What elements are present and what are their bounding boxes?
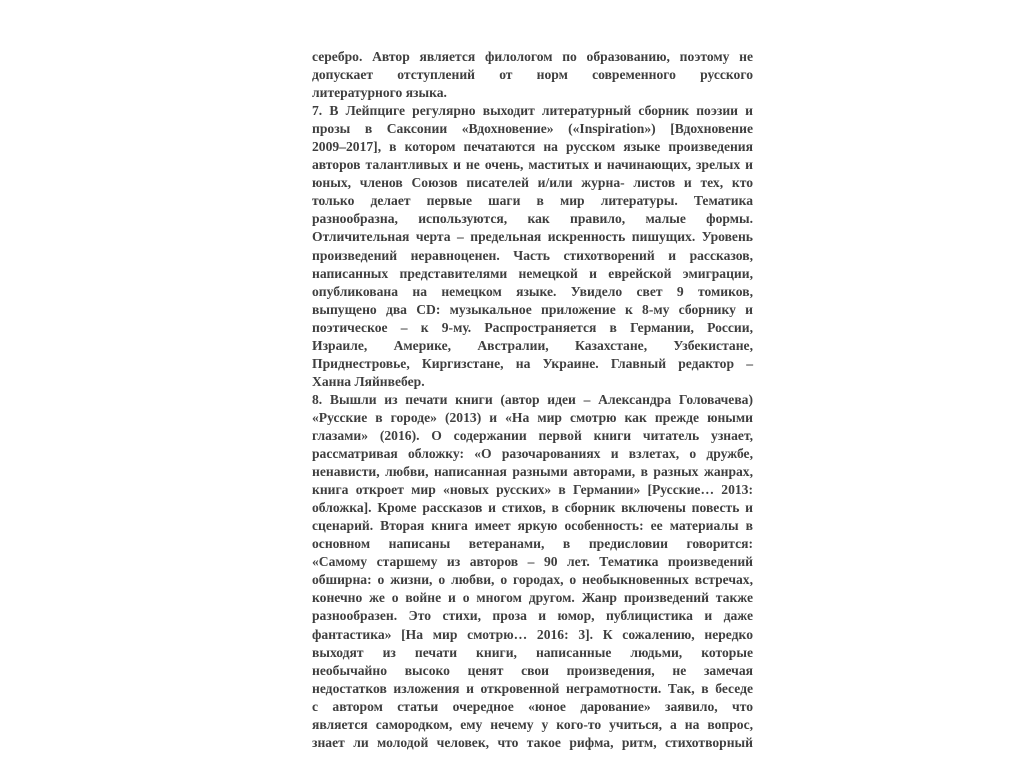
- text-line: 7. В Лейпциге регулярно выходит литературный сборник поэзии и: [312, 103, 753, 119]
- text-line: допускает отступлений от норм современного русского: [312, 67, 753, 83]
- text-line: прозы в Саксонии «Вдохновение» («Inspiration») [Вдохновение: [312, 121, 753, 137]
- text-line: сценарий. Вторая книга имеет яркую особенность: ее материалы в: [312, 518, 753, 534]
- text-line: опубликована на немецком языке. Увидело свет 9 томиков,: [312, 283, 753, 299]
- document-page: [312, 48, 753, 750]
- text-line: обложка]. Кроме рассказов и стихов, в сборник включены повесть и: [312, 500, 753, 516]
- text-line: Отличительная черта – предельная искренность пишущих. Уровень: [312, 229, 753, 245]
- text-line: написанных представителями немецкой и еврейской эмиграции,: [312, 265, 753, 281]
- text-line: разнообразен. Это стихи, проза и юмор, публицистика и даже: [312, 608, 753, 624]
- text-line: недостатков изложения и откровенной неграмотности. Так, в беседе: [312, 680, 753, 696]
- text-line: книга откроет мир «новых русских» в Германии» [Русские… 2013:: [312, 482, 753, 498]
- text-line: только делает первые шаги в мир литературы. Тематика: [312, 193, 753, 209]
- text-line: поэтическое – к 9-му. Распространяется в Германии, России,: [312, 319, 753, 335]
- text-line: обширна: о жизни, о любви, о городах, о необыкновенных встречах,: [312, 572, 753, 588]
- text-line: Ханна Ляйнвебер.: [312, 373, 425, 389]
- text-line: конечно же о войне и о многом другом. Жанр произведений также: [312, 590, 753, 606]
- text-line: выпущено два CD: музыкальное приложение к 8-му сборнику и: [312, 301, 753, 317]
- text-line: основном написаны ветеранами, в предисловии говорится:: [312, 536, 753, 552]
- text-line: 8. Вышли из печати книги (автор идеи – Александра Головачева): [312, 391, 753, 407]
- text-line: необычайно высоко ценят свои произведения, не замечая: [312, 662, 753, 678]
- document-text: [312, 48, 753, 752]
- text-line: фантастика» [На мир смотрю… 2016: 3]. К сожалению, нередко: [312, 626, 753, 642]
- text-line: 2009–2017], в котором печатаются на русском языке произведения: [312, 139, 753, 155]
- text-line: выходят из печати книги, написанные людьми, которые: [312, 644, 753, 660]
- text-line: Израиле, Америке, Австралии, Казахстане, Узбекистане,: [312, 337, 753, 353]
- text-line: «Русские в городе» (2013) и «На мир смотрю как прежде юными: [312, 409, 753, 425]
- text-line: знает ли молодой человек, что такое рифма, ритм, стихотворный: [312, 734, 753, 750]
- text-line: юных, членов Союзов писателей и/или журна- листов и тех, кто: [312, 175, 753, 191]
- text-line: серебро. Автор является филологом по образованию, поэтому не: [312, 49, 753, 64]
- text-line: ненависти, любви, написанная разными авторами, в разных жанрах,: [312, 464, 753, 480]
- text-line: произведений неравноценен. Часть стихотворений и рассказов,: [312, 247, 753, 263]
- text-line: авторов талантливых и не очень, маститых и начинающих, зрелых и: [312, 157, 753, 173]
- text-line: глазами» (2016). О содержании первой книги читатель узнает,: [312, 427, 753, 443]
- text-line: разнообразна, используются, как правило, малые формы.: [312, 211, 753, 227]
- text-line: литературного языка.: [312, 85, 447, 101]
- text-line: является самородком, ему нечему у кого-то учиться, а на вопрос,: [312, 716, 753, 732]
- text-line: Приднестровье, Киргизстане, на Украине. Главный редактор –: [312, 355, 753, 371]
- text-line: с автором статьи очередное «юное дарование» заявило, что: [312, 698, 753, 714]
- text-line: «Самому старшему из авторов – 90 лет. Тематика произведений: [312, 554, 753, 570]
- text-line: рассматривая обложку: «О разочарованиях и взлетах, о дружбе,: [312, 446, 753, 462]
